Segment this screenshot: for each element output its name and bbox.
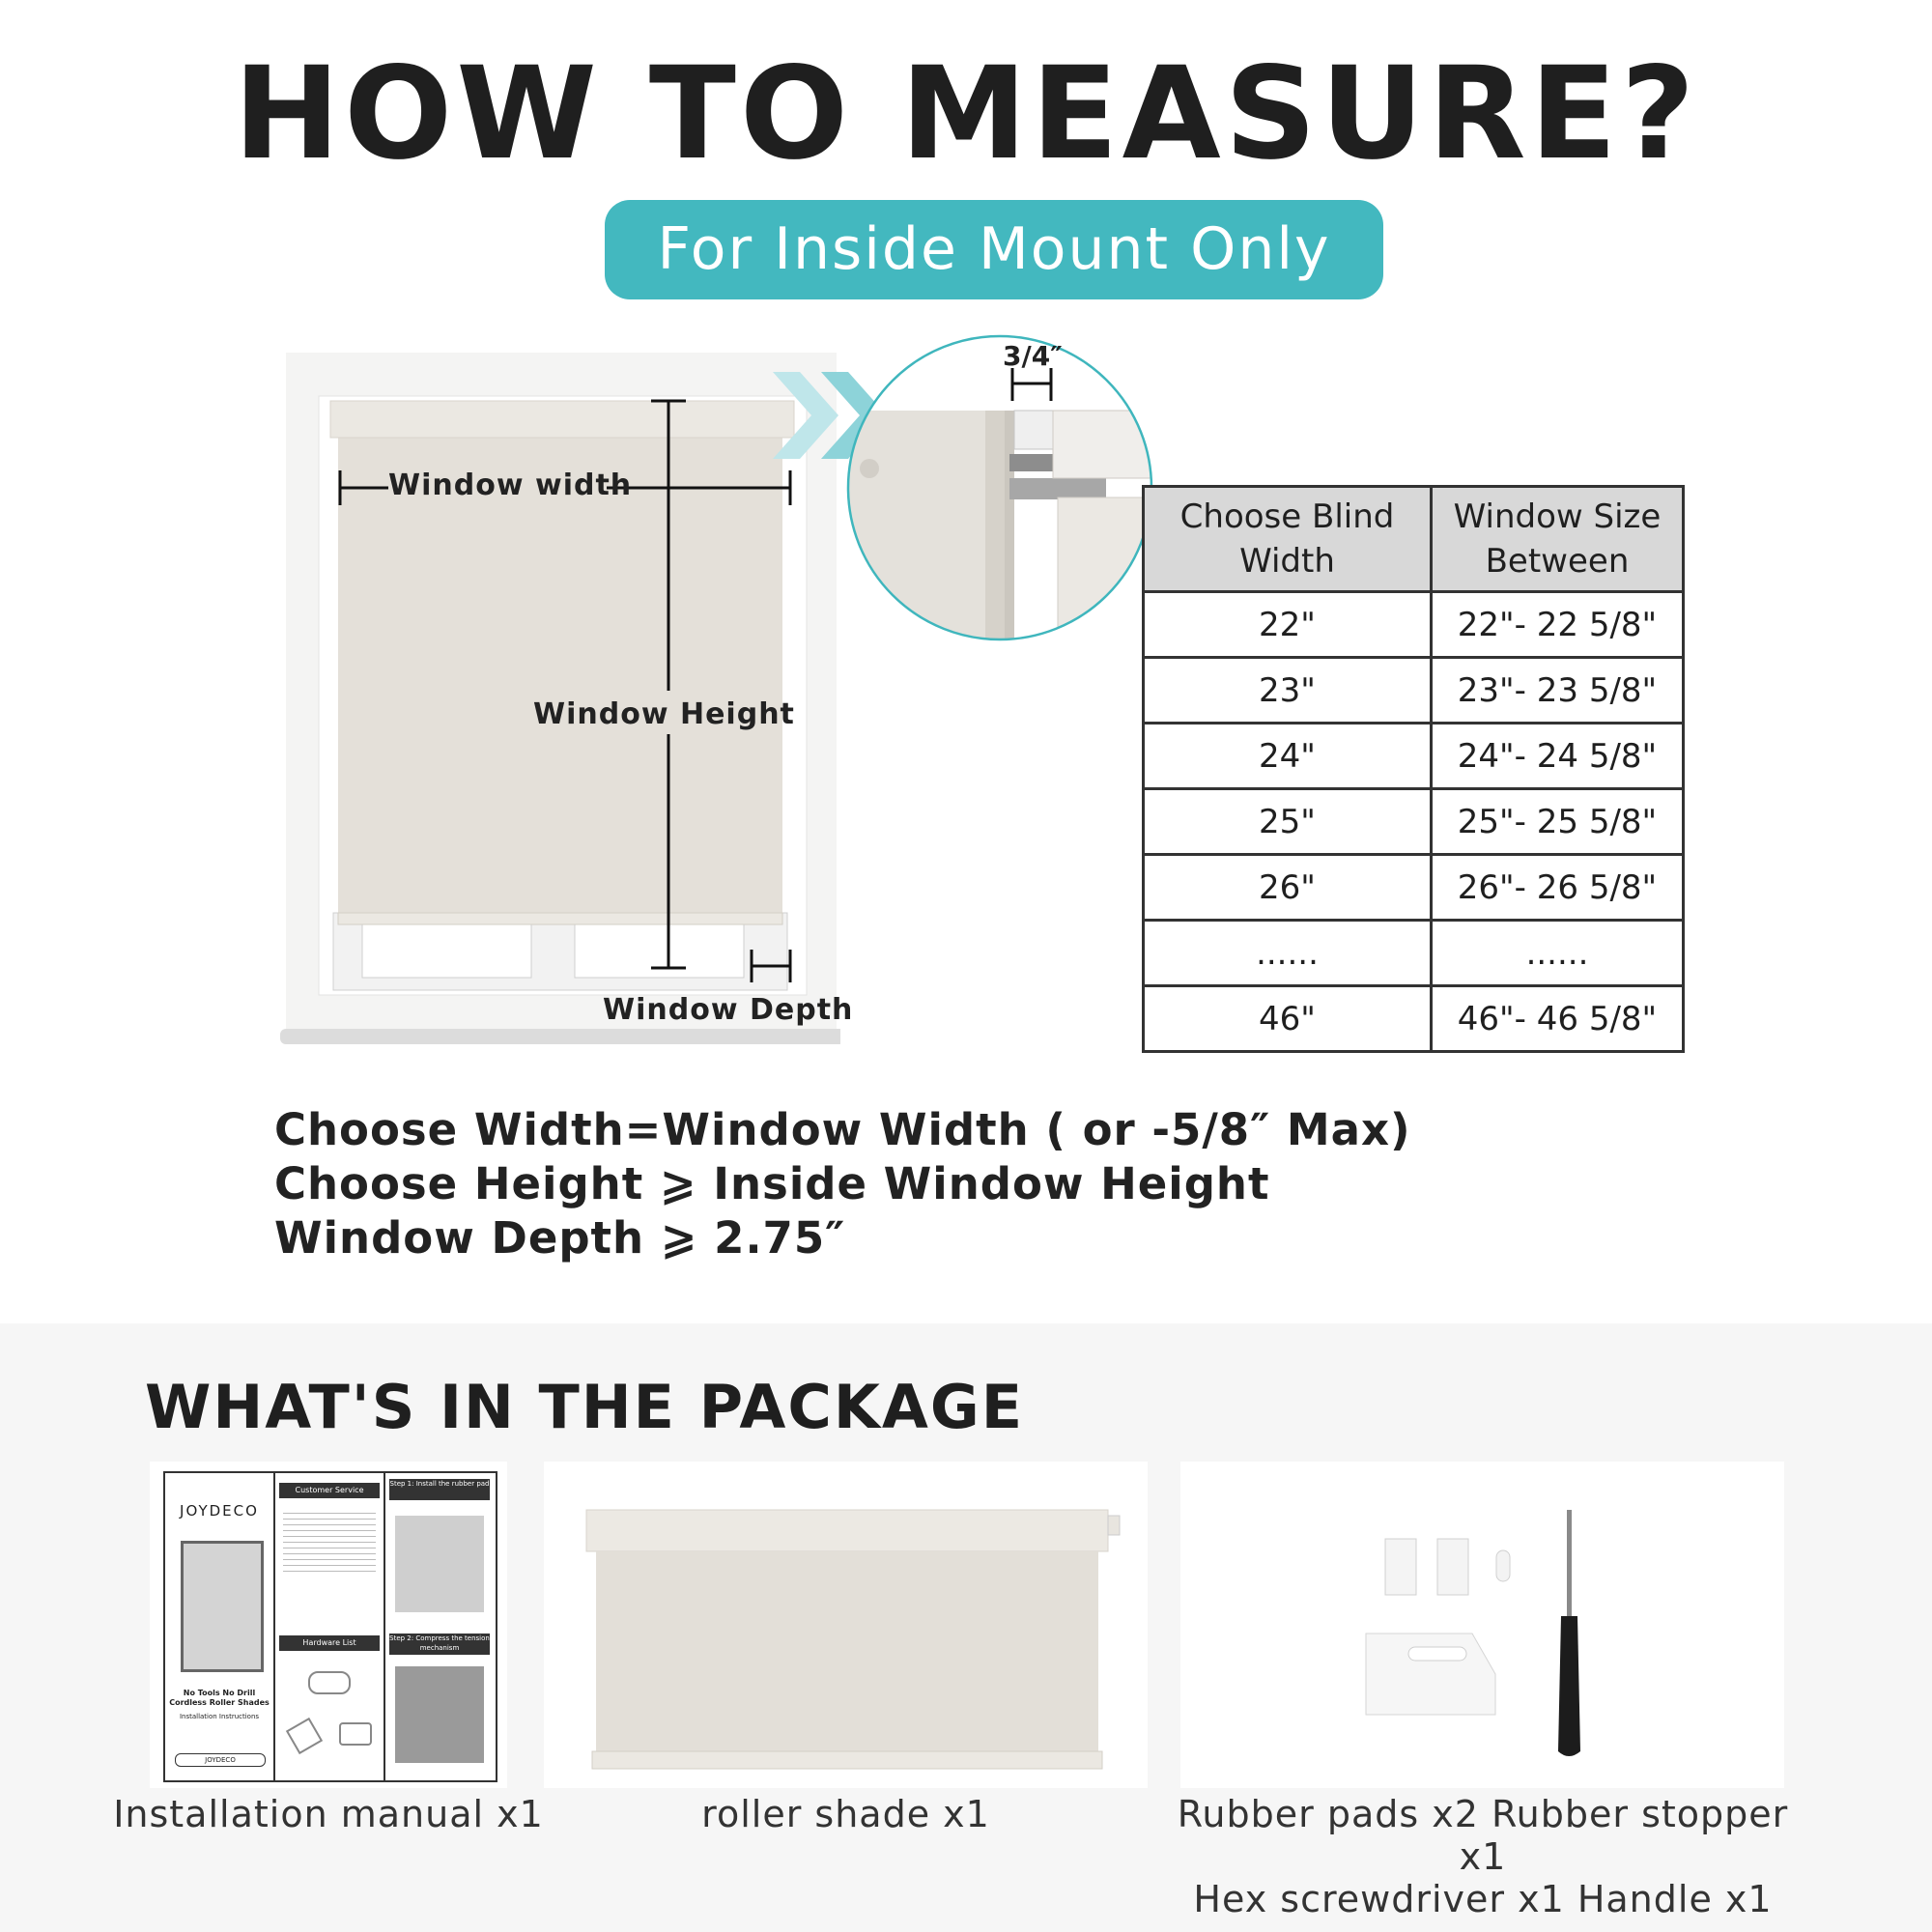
blind-width-cell: 22": [1144, 592, 1432, 658]
manual-caption: Installation manual x1: [113, 1793, 544, 1835]
blind-width-cell: 46": [1144, 986, 1432, 1052]
hardware-caption-line2: Hex screwdriver x1 Handle x1: [1193, 1878, 1773, 1920]
hardware-image: [1180, 1462, 1784, 1788]
table-header-row: [1144, 487, 1684, 592]
window-pane-left: [362, 924, 531, 978]
manual-image: [163, 1471, 497, 1782]
blind-width-cell: 23": [1144, 658, 1432, 724]
rule-width: Choose Width=Window Width ( or -5/8″ Max): [274, 1104, 1411, 1155]
window-width-label: Window width: [388, 469, 633, 502]
rubber-stopper-icon: [1496, 1550, 1510, 1581]
page-title: HOW TO MEASURE?: [233, 40, 1699, 188]
table-row: [1144, 724, 1684, 789]
hardware-caption: [1150, 1793, 1816, 1920]
rule-height: Choose Height ⩾ Inside Window Height: [274, 1158, 1270, 1209]
window-size-cell: ......: [1432, 921, 1684, 986]
rubber-pads-icon: [1385, 1539, 1468, 1595]
shade-headrail: [330, 401, 794, 438]
window-sill: [280, 1029, 840, 1044]
window-pane-right: [575, 924, 744, 978]
window-size-cell: 22"- 22 5/8": [1432, 592, 1684, 658]
roller-shade-fabric: [338, 430, 782, 923]
bracket-detail-svg: [840, 333, 1159, 642]
roller-shade-image: [544, 1462, 1148, 1788]
measure-rules: [274, 1103, 1411, 1265]
window-depth-label: Window Depth: [603, 993, 854, 1027]
manual-panel1-title: No Tools No Drill Cordless Roller Shades: [169, 1689, 270, 1707]
hardware-card: [1180, 1462, 1784, 1788]
roller-shade-caption: roller shade x1: [701, 1793, 990, 1835]
manual-panel3-mid: Step 2: Compress the tension mechanism: [389, 1634, 490, 1655]
table-row: [1144, 855, 1684, 921]
table-row: [1144, 658, 1684, 724]
shade-bottom-bar: [338, 913, 782, 924]
manual-panel2-mid: Hardware List: [279, 1635, 380, 1651]
inside-mount-badge: For Inside Mount Only: [605, 200, 1383, 299]
header-window-size: [1432, 487, 1684, 592]
package-title: WHAT'S IN THE PACKAGE: [145, 1372, 1025, 1442]
blind-width-cell: 24": [1144, 724, 1432, 789]
window-size-cell: 46"- 46 5/8": [1432, 986, 1684, 1052]
window-size-cell: 26"- 26 5/8": [1432, 855, 1684, 921]
window-size-cell: 25"- 25 5/8": [1432, 789, 1684, 855]
manual-brand: JOYDECO: [180, 1502, 259, 1520]
handle-icon: [1366, 1634, 1495, 1715]
window-height-label: Window Height: [533, 697, 795, 731]
blind-width-cell: 26": [1144, 855, 1432, 921]
manual-logo-badge: JOYDECO: [175, 1753, 266, 1767]
window-size-cell: 23"- 23 5/8": [1432, 658, 1684, 724]
header-window-size-line2: Between: [1485, 542, 1630, 581]
rule-depth: Window Depth ⩾ 2.75″: [274, 1212, 846, 1264]
table-row: [1144, 986, 1684, 1052]
table-row: [1144, 921, 1684, 986]
manual-card: [150, 1462, 507, 1788]
manual-panel3-head: Step 1: Install the rubber pad: [389, 1479, 490, 1500]
window-size-cell: 24"- 24 5/8": [1432, 724, 1684, 789]
manual-panel2-head: Customer Service: [279, 1483, 380, 1498]
blind-width-cell: ......: [1144, 921, 1432, 986]
header-blind-width: [1144, 487, 1432, 592]
blind-width-cell: 25": [1144, 789, 1432, 855]
header-window-size-line1: Window Size: [1453, 497, 1662, 536]
table-row: [1144, 592, 1684, 658]
gap-label: 3/4″: [1003, 340, 1063, 372]
manual-panel1-sub: Installation Instructions: [179, 1713, 260, 1720]
size-table: [1142, 485, 1685, 1053]
hex-screwdriver-icon: [1558, 1510, 1580, 1756]
header-blind-width-line1: Choose Blind: [1179, 497, 1395, 536]
table-row: [1144, 789, 1684, 855]
hardware-caption-line1: Rubber pads x2 Rubber stopper x1: [1177, 1793, 1789, 1878]
header-blind-width-line2: Width: [1239, 542, 1335, 581]
bracket-detail: [840, 333, 1159, 642]
roller-shade-card: [544, 1462, 1148, 1788]
